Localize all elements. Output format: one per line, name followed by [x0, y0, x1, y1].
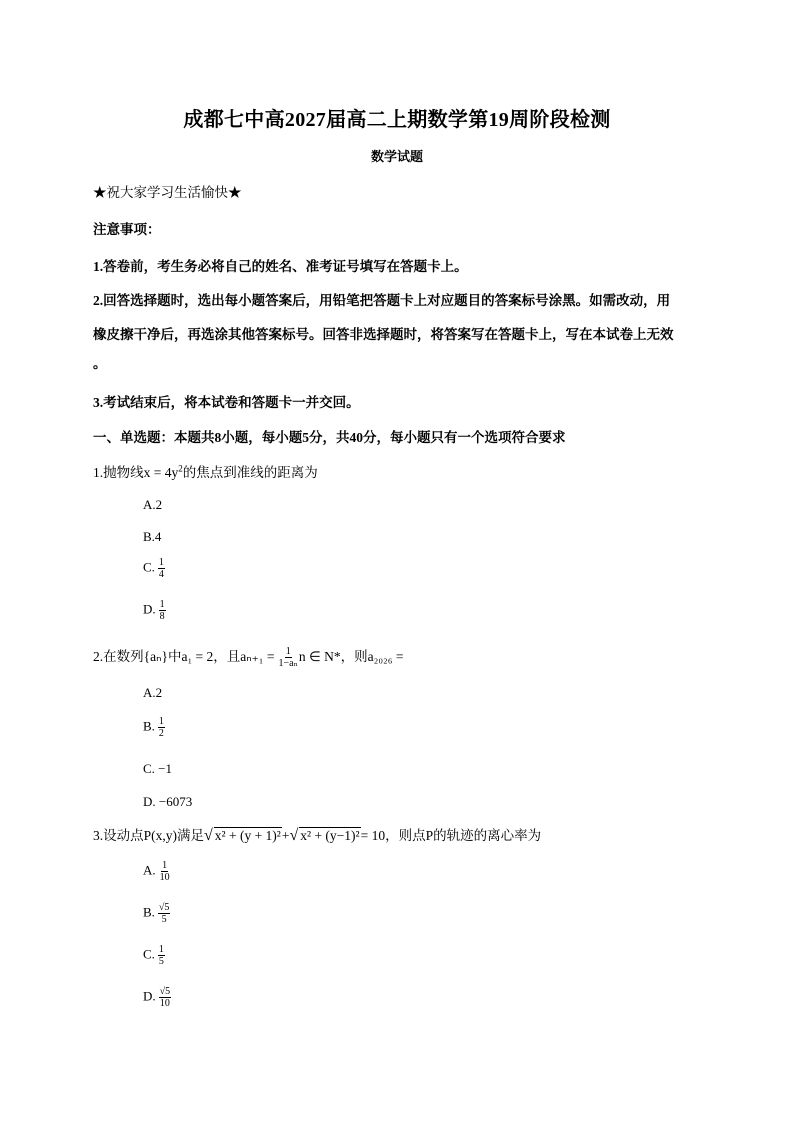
q2-condition: n ∈ N*: [298, 649, 341, 664]
q1-option-b[interactable]: B.4: [143, 529, 162, 544]
q1-expr: [144, 465, 183, 480]
q3-option-c-label: C.: [143, 946, 155, 962]
q1-option-d-fraction: [159, 599, 166, 622]
q3-option-d-fraction: [159, 986, 172, 1009]
q3-prefix: 3.设动点: [93, 828, 144, 843]
fraction-numerator: 1: [158, 944, 164, 955]
q3-option-b-fraction: [158, 902, 171, 925]
q1-option-d[interactable]: [143, 599, 166, 622]
notes-item-3: 3.考试结束后，将本试卷和答题卡一并交回。: [93, 395, 360, 410]
q3-option-d-label: D.: [143, 988, 156, 1004]
greeting-line: ★祝大家学习生活愉快★: [93, 185, 242, 200]
notes-item-2-line-1: 2.回答选择题时，选出每小题答案后，用铅笔把答题卡上对应题目的答案标号涂黑。如需改动，用: [93, 293, 671, 308]
q2-option-b-label: B.: [143, 718, 155, 734]
fraction-denominator: 10: [159, 998, 170, 1009]
q3-suffix: ，则点P的轨迹的离心率为: [385, 828, 542, 843]
fraction-denominator: 1−aₙ: [278, 658, 298, 670]
fraction-denominator: 2: [158, 728, 164, 739]
q2-option-b-fraction: [158, 716, 165, 739]
q3-option-a-fraction: [159, 860, 171, 883]
q3-equals: = 10: [360, 828, 386, 843]
q2-option-c[interactable]: C. −1: [143, 761, 173, 776]
q2-target: a₂₀₂₆ =: [367, 649, 404, 664]
q2-text-1: 中: [167, 649, 182, 664]
sqrt-sign-icon: √: [289, 827, 299, 844]
question-2: [93, 645, 403, 669]
notes-item-1: 1.答卷前，考生务必将自己的姓名、准考证号填写在答题卡上。: [93, 259, 468, 274]
notes-item-2-line-2: 橡皮擦干净后，再选涂其他答案标号。回答非选择题时，将答案写在答题卡上，写在本试卷上无效: [93, 327, 674, 342]
q2-recurrence-lhs: aₙ₊₁ =: [240, 649, 275, 664]
fraction-numerator: √5: [158, 902, 170, 913]
q1-expr-base: x = 4y: [143, 465, 179, 480]
q3-root-2: x² + (y−1)²: [300, 828, 360, 843]
q1-option-c-label: C.: [143, 559, 155, 575]
q2-sequence: {aₙ}: [143, 649, 168, 664]
q1-option-a[interactable]: A.2: [143, 497, 163, 512]
fraction-denominator: 5: [161, 914, 167, 925]
fraction-numerator: 1: [158, 716, 164, 727]
q3-option-c-fraction: [158, 944, 165, 967]
q1-option-d-label: D.: [143, 601, 156, 617]
q1-option-c[interactable]: [143, 557, 165, 580]
q3-option-a[interactable]: [143, 860, 171, 883]
page-title: 成都七中高2027届高二上期数学第19周阶段检测: [183, 109, 611, 131]
q2-text-2: ，且: [213, 649, 241, 664]
fraction-numerator: 1: [285, 646, 291, 658]
question-1: [93, 461, 318, 481]
q3-option-d[interactable]: [143, 986, 171, 1009]
section-heading: 一、单选题：本题共8小题，每小题5分，共40分，每小题只有一个选项符合要求: [93, 430, 566, 445]
q3-text-1: 满足: [177, 828, 204, 843]
fraction-denominator: 5: [158, 956, 164, 967]
q2-prefix: 2.在数列: [93, 649, 144, 664]
q2-a1: a₁ = 2: [181, 649, 214, 664]
q1-prefix: 1.抛物线: [93, 465, 144, 480]
q2-recurrence-fraction: [277, 646, 298, 669]
q3-option-b-label: B.: [143, 904, 155, 920]
q3-option-b[interactable]: [143, 902, 170, 925]
q1-suffix: 的焦点到准线的距离为: [182, 465, 318, 480]
fraction-denominator: 4: [158, 569, 164, 580]
fraction-numerator: 1: [162, 860, 168, 871]
q3-option-a-label: A.: [143, 862, 156, 878]
fraction-denominator: 8: [159, 611, 165, 622]
notes-heading: 注意事项：: [93, 222, 161, 237]
q2-option-d[interactable]: D. −6073: [143, 794, 193, 809]
notes-item-2-line-3: 。: [93, 356, 107, 371]
sqrt-sign-icon: √: [204, 827, 213, 844]
question-3: [93, 824, 541, 845]
fraction-numerator: 1: [158, 557, 164, 568]
q3-option-c[interactable]: [143, 944, 165, 967]
page-subtitle: 数学试题: [370, 149, 423, 164]
q1-option-c-fraction: [158, 557, 165, 580]
fraction-numerator: √5: [159, 986, 171, 997]
q2-text-3: ，则: [340, 649, 368, 664]
q2-option-b[interactable]: [143, 716, 165, 739]
fraction-numerator: 1: [159, 599, 165, 610]
q3-point: P(x,y): [143, 828, 177, 843]
q1-expr-exponent: 2: [178, 463, 183, 474]
fraction-denominator: 10: [159, 872, 170, 883]
q3-root-1: x² + (y + 1)²: [214, 828, 281, 843]
q2-option-a[interactable]: A.2: [143, 685, 163, 700]
q3-plus: +: [281, 828, 290, 843]
